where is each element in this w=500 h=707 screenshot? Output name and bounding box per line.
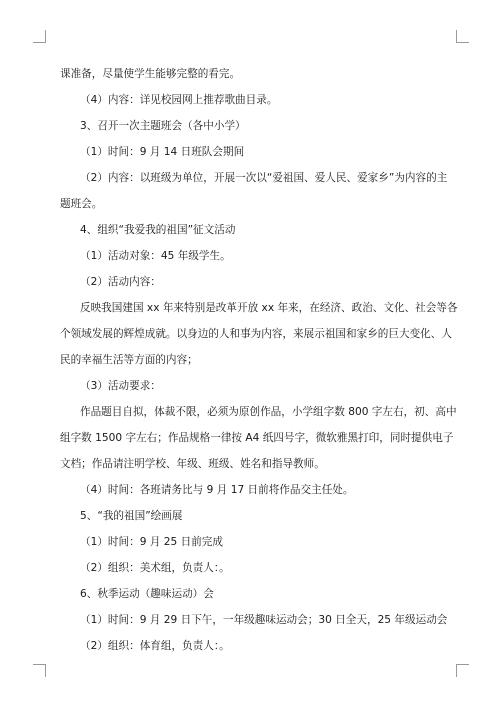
list-item: （1）活动对象：45 年级学生。	[80, 250, 231, 262]
list-item: （2）活动内容：	[80, 276, 161, 288]
paragraph-line: 作品题目自拟，体裁不限，必须为原创作品，小学组字数 800 字左右，初、高中	[80, 406, 457, 418]
list-item: （4）时间：各班请务比与 9 月 17 日前将作品交主任处。	[80, 484, 354, 496]
crop-mark-top-right	[456, 30, 469, 43]
crop-mark-bottom-right	[456, 664, 469, 677]
list-item: （2）组织：体育组，负责人：。	[80, 640, 230, 652]
section-heading: 5、“我的祖国”绘画展	[80, 510, 183, 522]
paragraph-line: 民的幸福生活等方面的内容；	[60, 354, 198, 366]
section-heading: 4、组织“我爱我的祖国”征文活动	[80, 224, 236, 236]
crop-mark-top-left	[33, 30, 46, 43]
paragraph-line: 课准备，尽量使学生能够完整的看完。	[60, 68, 241, 80]
list-item: （1）时间：9 月 29 日下午，一年级趣味运动会；30 日全天，25 年级运动会	[80, 614, 448, 626]
crop-mark-bottom-left	[33, 664, 46, 677]
list-item: （4）内容：详见校园网上推荐歌曲目录。	[80, 94, 278, 106]
list-item: （1）时间：9 月 14 日班队会期间	[80, 146, 245, 158]
section-heading: 3、召开一次主题班会（各中小学）	[80, 120, 246, 132]
paragraph-line: 组字数 1500 字左右；作品规格一律按 A4 纸四号字，微软雅黑打印，同时提供电子	[60, 432, 454, 444]
paragraph-line: 文档；作品请注明学校、年级、班级、姓名和指导教师。	[60, 458, 325, 470]
section-heading: 6、秋季运动（趣味运动）会	[80, 588, 214, 600]
list-item: （3）活动要求：	[80, 380, 161, 392]
list-item: （2）内容：以班级为单位，开展一次以“爱祖国、爱人民、爱家乡”为内容的主	[80, 172, 448, 184]
paragraph-line: 个领域发展的辉煌成就。以身边的人和事为内容，来展示祖国和家乡的巨大变化、人	[60, 328, 452, 340]
paragraph-line: 反映我国建国 xx 年来特别是改革开放 xx 年来，在经济、政治、文化、社会等各	[80, 302, 458, 314]
paragraph-line: 题班会。	[60, 198, 103, 210]
list-item: （2）组织：美术组，负责人：。	[80, 562, 230, 574]
list-item: （1）时间：9 月 25 日前完成	[80, 536, 223, 548]
